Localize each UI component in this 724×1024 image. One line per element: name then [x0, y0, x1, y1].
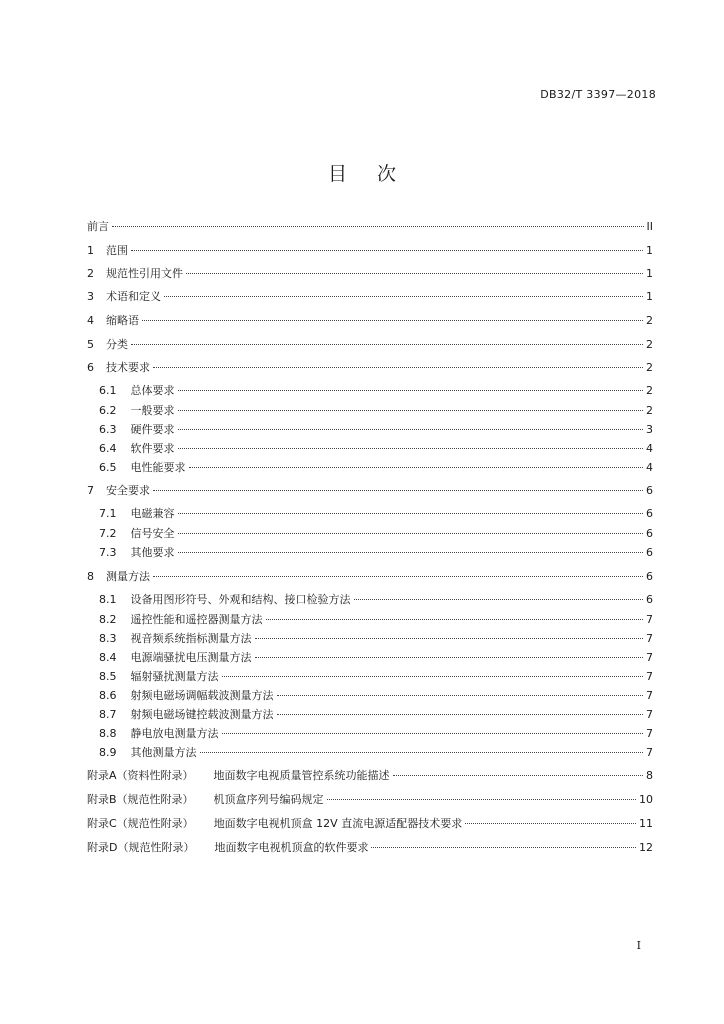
dot-leader [327, 799, 636, 800]
toc-entry-label [99, 505, 176, 521]
dot-leader [189, 467, 644, 468]
toc-entry-page: 7 [646, 670, 653, 683]
toc-entry-number: 7.2 [99, 527, 117, 540]
toc-entry-title: 总体要求 [130, 384, 175, 397]
toc-entry-page: 10 [639, 793, 653, 806]
toc-entry-page: 6 [646, 570, 653, 583]
toc-entry-title: 设备用图形符号、外观和结构、接口检验方法 [130, 593, 351, 606]
toc-entry-title: 视音频系统指标测量方法 [130, 632, 252, 645]
toc-entry-page: 12 [639, 841, 653, 854]
toc-entry-number: 8.2 [99, 613, 117, 626]
toc-entry[interactable] [87, 242, 653, 258]
dot-leader [277, 714, 644, 715]
toc-entry-label [87, 815, 463, 831]
toc-entry-title: 规范性引用文件 [106, 267, 183, 280]
toc-entry[interactable] [87, 791, 653, 807]
toc-entry-title: 机顶盒序列号编码规定 [213, 793, 324, 806]
toc-entry-page: 2 [646, 314, 653, 327]
toc-entry-number: 6.3 [99, 423, 117, 436]
toc-entry-title: 地面数字电视机顶盒的软件要求 [214, 841, 369, 854]
toc-entry-page: 6 [646, 484, 653, 497]
dot-leader [354, 599, 644, 600]
toc-entry-label [99, 744, 198, 760]
toc-entry-number: 7.1 [99, 507, 117, 520]
dot-leader [255, 657, 644, 658]
toc-entry-page: 6 [646, 527, 653, 540]
dot-leader [178, 533, 644, 534]
toc-entry-number: 6.4 [99, 442, 117, 455]
dot-leader [153, 367, 643, 368]
toc-entry-label [99, 440, 176, 456]
toc-entry-number: 1 [87, 244, 94, 257]
toc-entry-title: 射频电磁场键控载波测量方法 [130, 708, 274, 721]
toc-entry-number: 8.6 [99, 689, 117, 702]
toc-entry[interactable] [99, 744, 653, 760]
toc-entry[interactable] [87, 767, 653, 783]
toc-entry[interactable] [87, 839, 653, 855]
toc-entry-number: 附录A（资料性附录） [87, 769, 194, 782]
toc-entry[interactable] [99, 668, 653, 684]
dot-leader [178, 513, 644, 514]
toc-entry-label [99, 402, 176, 418]
toc-entry[interactable] [99, 611, 653, 627]
toc-entry-label [87, 288, 162, 304]
toc-entry-page: 7 [646, 689, 653, 702]
toc-entry-page: 2 [646, 361, 653, 374]
toc-entry-number: 4 [87, 314, 94, 327]
dot-leader [186, 273, 643, 274]
dot-leader [164, 296, 643, 297]
toc-entry[interactable] [99, 505, 653, 521]
toc-entry-title: 其他测量方法 [130, 746, 197, 759]
toc-entry[interactable] [87, 815, 653, 831]
toc-entry-page: 4 [646, 442, 653, 455]
toc-entry-label [87, 791, 325, 807]
dot-leader [393, 775, 643, 776]
toc-entry-page: 3 [646, 423, 653, 436]
toc-entry[interactable] [99, 630, 653, 646]
toc-entry[interactable] [87, 312, 653, 328]
toc-entry-number: 5 [87, 338, 94, 351]
toc-entry-page: 1 [646, 290, 653, 303]
toc-entry[interactable] [87, 265, 653, 281]
toc-entry-label [99, 630, 253, 646]
toc-entry-title: 缩略语 [106, 314, 139, 327]
dot-leader [153, 576, 643, 577]
toc-entry-number: 8.4 [99, 651, 117, 664]
toc-entry-page: 7 [646, 746, 653, 759]
toc-entry[interactable] [99, 459, 653, 475]
toc-entry-title: 地面数字电视机顶盒 12V 直流电源适配器技术要求 [213, 817, 463, 830]
document-code: DB32/T 3397—2018 [540, 88, 656, 101]
page-number: I [636, 939, 641, 952]
toc-entry[interactable] [99, 382, 653, 398]
dot-leader [131, 344, 643, 345]
toc-entry-page: 6 [646, 593, 653, 606]
toc-entry-label [99, 525, 176, 541]
dot-leader [465, 823, 636, 824]
toc-entry-title: 静电放电测量方法 [130, 727, 219, 740]
toc-entry-page: 4 [646, 461, 653, 474]
toc-entry-title: 测量方法 [106, 570, 150, 583]
toc-entry[interactable] [99, 706, 653, 722]
toc-entry-title: 信号安全 [130, 527, 175, 540]
toc-entry-label [99, 544, 176, 560]
dot-leader [178, 410, 644, 411]
toc-entry-number: 8.9 [99, 746, 117, 759]
toc-entry-label [87, 265, 184, 281]
dot-leader [277, 695, 644, 696]
dot-leader [178, 429, 644, 430]
toc-entry-label [99, 421, 176, 437]
dot-leader [266, 619, 644, 620]
toc-entry-label [87, 218, 110, 234]
toc-entry[interactable] [87, 288, 653, 304]
toc-entry-label [87, 568, 151, 584]
toc-entry-number: 8.7 [99, 708, 117, 721]
toc-entry-page: 6 [646, 507, 653, 520]
toc-entry-number: 附录C（规范性附录） [87, 817, 194, 830]
toc-entry-label [99, 591, 352, 607]
dot-leader [371, 847, 636, 848]
toc-entry-label [99, 382, 176, 398]
toc-entry-title: 分类 [106, 338, 128, 351]
toc-entry-title: 安全要求 [106, 484, 150, 497]
toc-entry-label [87, 242, 129, 258]
toc-entry[interactable] [99, 649, 653, 665]
dot-leader [222, 676, 644, 677]
toc-entry-label [87, 359, 151, 375]
toc-entry[interactable] [87, 218, 653, 234]
dot-leader [142, 320, 643, 321]
dot-leader [178, 552, 644, 553]
toc-entry-number: 8.5 [99, 670, 117, 683]
toc-entry-number: 7.3 [99, 546, 117, 559]
toc-entry-number: 6.1 [99, 384, 117, 397]
toc-entry-title: 其他要求 [130, 546, 175, 559]
toc-entry-page: 7 [646, 651, 653, 664]
toc-entry-number: 8.8 [99, 727, 117, 740]
toc-entry-label [87, 767, 391, 783]
toc-entry-page: 7 [646, 613, 653, 626]
toc-entry-title: 电源端骚扰电压测量方法 [130, 651, 252, 664]
toc-entry-number: 附录D（规范性附录） [87, 841, 195, 854]
toc-entry[interactable] [87, 359, 653, 375]
toc-entry-title: 一般要求 [130, 404, 175, 417]
toc-entry-title: 地面数字电视质量管控系统功能描述 [213, 769, 390, 782]
toc-entry-title: 硬件要求 [130, 423, 175, 436]
toc-entry-label [99, 649, 253, 665]
toc-entry[interactable] [99, 687, 653, 703]
toc-entry[interactable] [87, 482, 653, 498]
toc-entry-title: 射频电磁场调幅载波测量方法 [130, 689, 274, 702]
toc-entry[interactable] [87, 568, 653, 584]
toc-entry-label [99, 687, 275, 703]
dot-leader [153, 490, 643, 491]
toc-entry-title: 电性能要求 [130, 461, 186, 474]
toc-entry-page: 2 [646, 338, 653, 351]
toc-entry-title: 技术要求 [106, 361, 150, 374]
page-title: 目次 [327, 163, 426, 185]
toc-entry-label [87, 336, 129, 352]
dot-leader [255, 638, 644, 639]
toc-entry-title: 软件要求 [130, 442, 175, 455]
toc-entry-page: 7 [646, 727, 653, 740]
toc-entry-title: 电磁兼容 [130, 507, 175, 520]
toc-entry-label [87, 839, 369, 855]
toc-entry-page: 2 [646, 404, 653, 417]
dot-leader [178, 448, 644, 449]
toc-entry-label [87, 482, 151, 498]
toc-entry-label [99, 706, 275, 722]
toc-entry[interactable] [99, 525, 653, 541]
toc-entry-number: 3 [87, 290, 94, 303]
toc-entry-title: 辐射骚扰测量方法 [130, 670, 219, 683]
toc-entry-label [87, 312, 140, 328]
dot-leader [178, 390, 644, 391]
toc-entry-title: 遥控性能和遥控器测量方法 [130, 613, 263, 626]
toc-entry-title: 范围 [106, 244, 128, 257]
toc-entry[interactable] [99, 591, 653, 607]
toc-entry-number: 8 [87, 570, 94, 583]
toc-entry[interactable] [99, 421, 653, 437]
toc-entry-number: 7 [87, 484, 94, 497]
toc-entry-page: 1 [646, 267, 653, 280]
toc-entry-page: 6 [646, 546, 653, 559]
toc-entry-label [99, 725, 220, 741]
toc-entry-number: 6 [87, 361, 94, 374]
toc-entry[interactable] [99, 725, 653, 741]
dot-leader [131, 250, 643, 251]
toc-entry-number: 6.2 [99, 404, 117, 417]
toc-entry-page: 8 [646, 769, 653, 782]
toc-entry-number: 8.1 [99, 593, 117, 606]
toc-entry-page: II [646, 220, 653, 233]
toc-entry-title: 前言 [87, 220, 109, 233]
toc-entry-page: 7 [646, 632, 653, 645]
dot-leader [222, 733, 644, 734]
toc-entry-title: 术语和定义 [106, 290, 161, 303]
dot-leader [200, 752, 644, 753]
toc-entry[interactable] [99, 402, 653, 418]
toc-entry-number: 8.3 [99, 632, 117, 645]
toc-entry[interactable] [87, 336, 653, 352]
toc-entry-label [99, 611, 264, 627]
toc-entry-page: 2 [646, 384, 653, 397]
toc-entry[interactable] [99, 440, 653, 456]
toc-entry-number: 附录B（规范性附录） [87, 793, 194, 806]
toc-entry-page: 7 [646, 708, 653, 721]
toc-entry-number: 2 [87, 267, 94, 280]
toc-entry[interactable] [99, 544, 653, 560]
toc-entry-page: 1 [646, 244, 653, 257]
dot-leader [112, 226, 644, 227]
toc-entry-label [99, 459, 187, 475]
toc-entry-page: 11 [639, 817, 653, 830]
toc-entry-label [99, 668, 220, 684]
toc-entry-number: 6.5 [99, 461, 117, 474]
